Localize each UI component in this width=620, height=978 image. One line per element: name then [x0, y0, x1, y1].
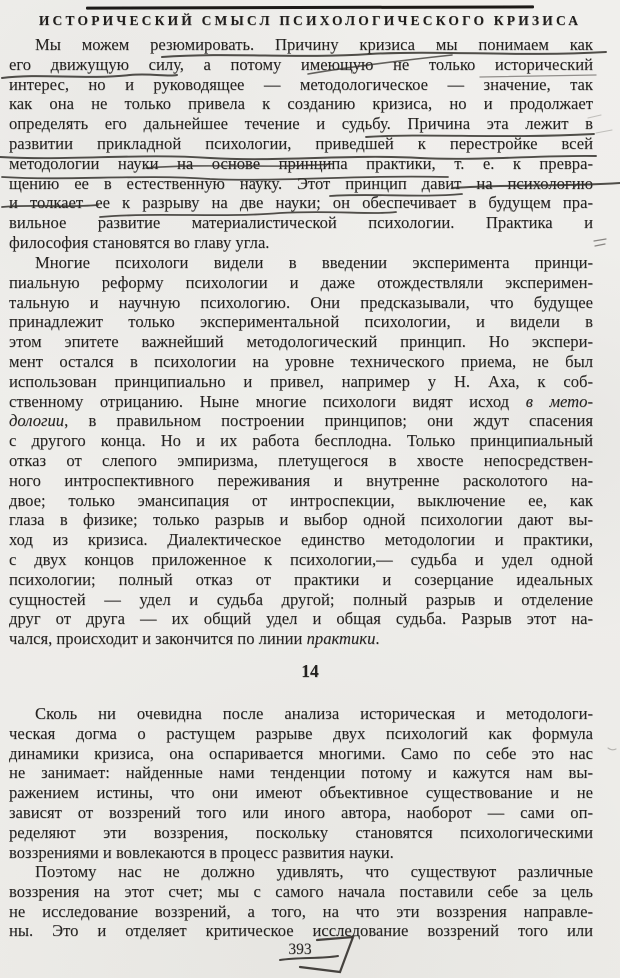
text-line: Поэтому нас не должно удивлять, что существуют различные	[35, 862, 593, 881]
paragraph-2	[9, 253, 593, 649]
text-line: зависят от воззрений того или иного автора, наоборот — сами оп-	[9, 802, 593, 822]
text-line: чался, происходит и закончится по линии практики.	[9, 629, 380, 649]
paragraph-1	[9, 35, 593, 253]
text-line: его движущую силу, а потому имеющую не только исторический	[9, 54, 593, 74]
text-line: сущностей — удел и судьба другой; полный разрыв и отделение	[9, 589, 593, 609]
text-line: ны. Это и отделяет критическое исследование воззрений того или	[9, 921, 593, 941]
header-rule	[86, 5, 534, 9]
text-line: отказ от слепого эмпиризма, плетущегося в хвосте непосредствен-	[9, 450, 593, 470]
text-line: ственному отрицанию. Ныне многие психологи видят исход в мето-	[9, 391, 593, 411]
text-line: воззрения на этот счет; мы с самого начала поставили себе за цель	[9, 881, 593, 901]
text-line: глаза в физике; только разрыв и выбор одной психологии дают вы-	[9, 510, 593, 530]
text-line: щению ее в естественную науку. Этот принцип давит на психологию	[9, 173, 593, 193]
text-line: с другого конца. Но и их работа бесплодна. Только принципиальный	[9, 431, 593, 451]
text-line: вильное развитие материалистической психологии. Практика и	[9, 213, 593, 233]
running-head-title: ИСТОРИЧЕСКИЙ СМЫСЛ ПСИХОЛОГИЧЕСКОГО КРИЗИСА	[38, 13, 582, 28]
paragraph-3	[9, 704, 593, 862]
text-line: дологии, в правильном построении принципов; они ждут спасения	[9, 411, 593, 431]
text-line: ческая догма о растущем разрыве двух психологий как формула	[9, 723, 593, 743]
text-line: тальную и научную психологию. Они предсказывали, что будущее	[9, 292, 593, 312]
text-line: интерес, но и руководящее — методологическое — значение, так	[9, 74, 593, 94]
text-line: Многие психологи видели в введении эксперимента принци-	[35, 253, 593, 272]
text-line: Сколь ни очевидна после анализа историческая и методологи-	[35, 704, 593, 723]
text-line: двое; только эмансипация от интроспекции, выключение ее, как	[9, 490, 593, 510]
text-line: пиальную реформу психологии и даже отождествляли эксперимен-	[9, 272, 593, 292]
section-number-heading: 14	[301, 661, 319, 681]
margin-smudge-mid	[608, 748, 616, 750]
text-line: определять его дальнейшее течение и судьбу. Причина эта лежит в	[9, 114, 593, 134]
text-line: мент остался в психологии на уровне технического приема, не был	[9, 351, 593, 371]
text-line: ражением истины, что они имеют объективное существование и не	[9, 783, 593, 803]
paragraph-4	[9, 862, 593, 941]
text-line: друг от друга — их общий удел и общая судьба. Разрыв этот на-	[9, 609, 593, 629]
text-line: этом эпитете важнейший методологический принцип. Но экспери-	[9, 332, 593, 352]
text-line: методологии науки на основе принципа практики, т. е. к превра-	[9, 153, 593, 173]
text-line: ход из кризиса. Диалектическое единство методологии и практики,	[9, 530, 593, 550]
page-number: 393	[288, 941, 312, 958]
text-line: как она не только привела к созданию кризиса, но и продолжает	[9, 94, 593, 114]
text-line: психологии; полный отказ от практики и созерцание идеальных	[9, 569, 593, 589]
text-line: философия становятся во главу угла.	[9, 232, 270, 252]
text-line: не занимает: найденные нами тенденции потому и кажутся нам вы-	[9, 763, 593, 783]
text-line: динамики кризиса, она оспаривается многими. Само по себе это нас	[9, 743, 593, 763]
text-line: развитии прикладной психологии, приведшей к перестройке всей	[9, 133, 593, 153]
text-line: ределяют эти воззрения, поскольку становятся психологическими	[9, 822, 593, 842]
text-line: принадлежит только экспериментальной психологии, и видели в	[9, 312, 593, 332]
text-line: и толкает ее к разрыву на две науки; он обеспечивает в будущем пра-	[9, 193, 593, 213]
text-line: с двух концов приложенное к психологии,— судьба и удел одной	[9, 549, 593, 569]
text-line: Мы можем резюмировать. Причину кризиса мы понимаем как	[35, 35, 593, 54]
text-line: ного интроспективного переживания и внутренне расколотого на-	[9, 470, 593, 490]
text-line: использован принципиально и привел, например у Н. Аха, к соб-	[9, 371, 593, 391]
pen-margin-mark	[594, 239, 606, 246]
text-line: не исследование воззрений, а того, на что эти воззрения направле-	[9, 901, 593, 921]
text-line: воззрениями и вовлекаются в процесс развития науки.	[9, 842, 394, 862]
